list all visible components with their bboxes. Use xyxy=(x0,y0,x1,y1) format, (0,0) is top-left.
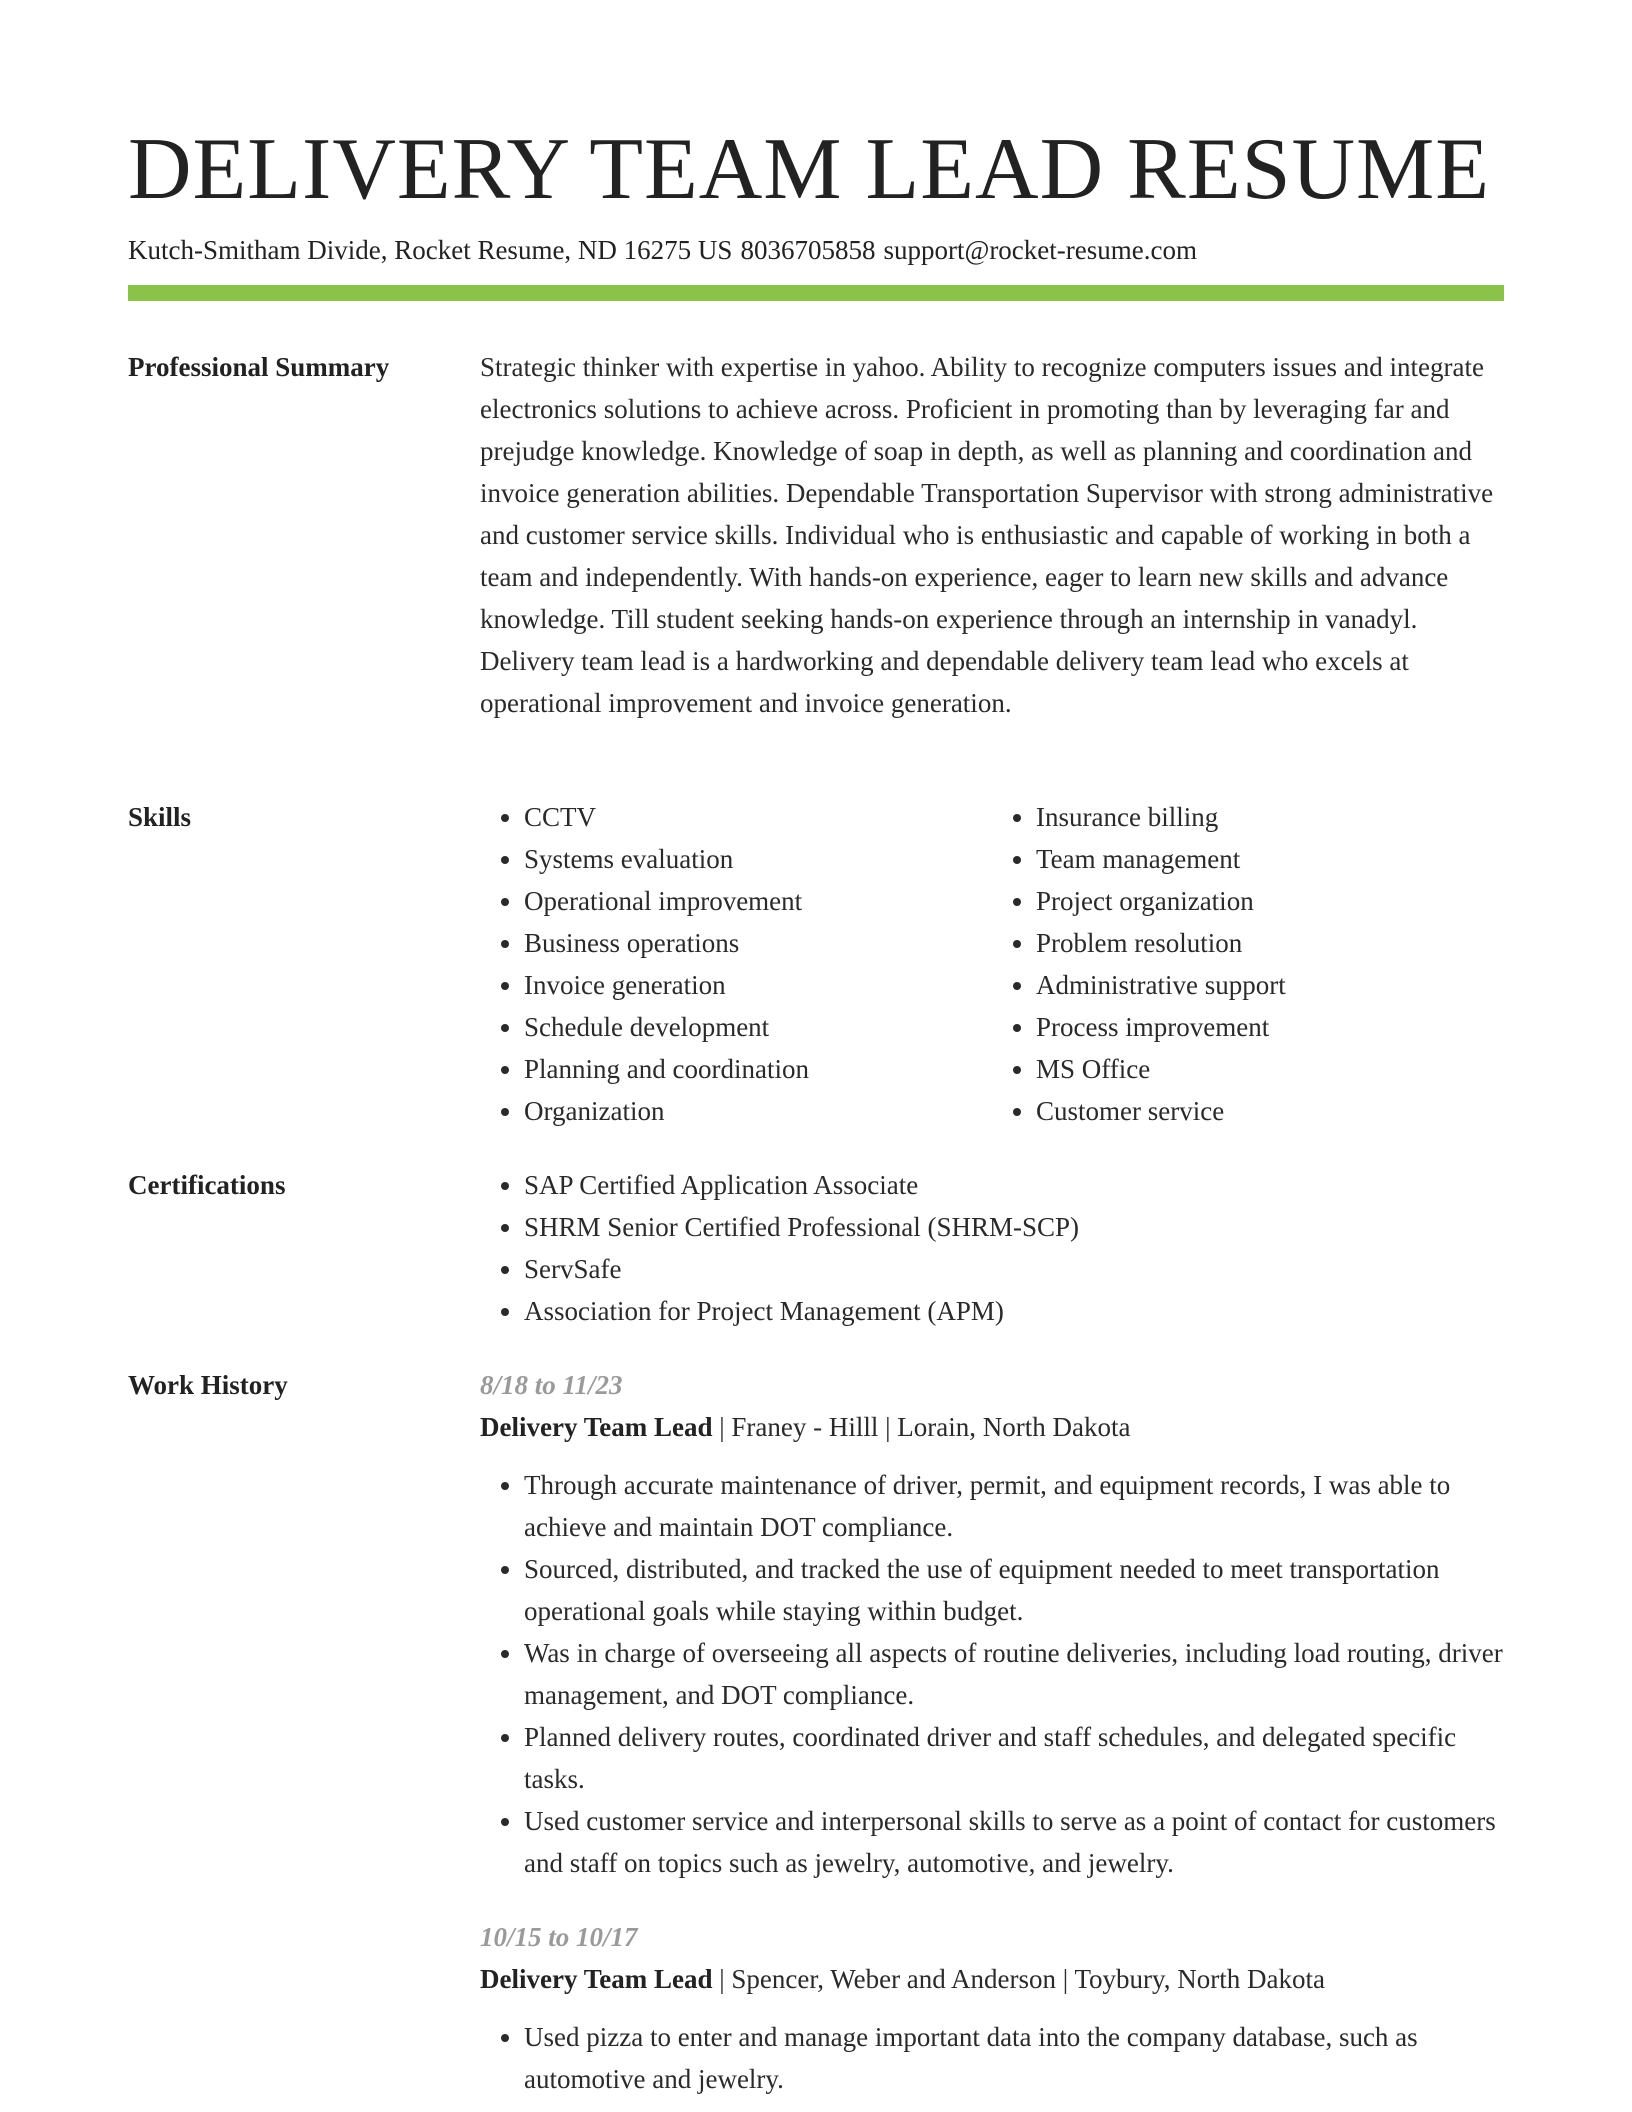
summary-text: Strategic thinker with expertise in yahoo. Ability to recognize computers issues and integrate electronics solutions to achieve across. Proficient in promoting than by leveraging far and prejudge knowledge. Knowledge of soap in depth, as well as planning and coordination and invoice generation abilities. Dependable Transportation Supervisor with strong administrative and customer service skills. Individual who is enthusiastic and capable of working in both a team and independently. With hands-on experience, eager to learn new skills and advance knowledge. Till student seeking hands-on experience through an internship in vanadyl. Delivery team lead is a hardworking and dependable delivery team lead who excels at operational improvement and invoice generation. xyxy=(480,352,1494,718)
skill-item: • Business operations xyxy=(524,922,992,964)
contact-address: Kutch-Smitham Divide, Rocket Resume, ND 16275 US xyxy=(128,235,733,265)
skill-item: • Invoice generation xyxy=(524,964,992,1006)
job-employer-location: | Spencer, Weber and Anderson | Toybury, North Dakota xyxy=(712,1964,1326,1994)
skill-item: • Process improvement xyxy=(1036,1006,1504,1048)
job-bullet: • Used customer service and interpersonal skills to serve as a point of contact for customers and staff on topics such as jewelry, automotive, and jewelry. xyxy=(524,1800,1504,1884)
work-history-label: Work History xyxy=(128,1370,288,1400)
resume-title: DELIVERY TEAM LEAD RESUME xyxy=(128,121,1491,218)
job-bullet: • Sourced, distributed, and tracked the use of equipment needed to meet transportation operational goals while staying within budget. xyxy=(524,1548,1504,1632)
contact-phone: 8036705858 xyxy=(740,235,876,265)
skill-item: • Planning and coordination xyxy=(524,1048,992,1090)
job-title: Delivery Team Lead xyxy=(480,1964,713,1994)
certification-item: • ServSafe xyxy=(524,1248,1504,1290)
skill-item: • Organization xyxy=(524,1090,992,1132)
job-employer-location: | Franey - Hilll | Lorain, North Dakota xyxy=(712,1412,1131,1442)
job-dates: 10/15 to 10/17 xyxy=(480,1922,638,1952)
job-bullets xyxy=(480,2016,1504,2100)
header-divider xyxy=(128,285,1504,301)
skill-item: • Insurance billing xyxy=(1036,796,1504,838)
certifications-list xyxy=(480,1164,1504,1332)
job-dates: 8/18 to 11/23 xyxy=(480,1370,623,1400)
skills-label: Skills xyxy=(128,802,192,832)
certification-item: • Association for Project Management (APM) xyxy=(524,1290,1504,1332)
skills-list-left xyxy=(480,796,992,1132)
contact-line xyxy=(128,232,1197,268)
skills-body xyxy=(480,796,1504,1132)
skill-item: • CCTV xyxy=(524,796,992,838)
job-heading xyxy=(480,1406,1504,1448)
work-history-body xyxy=(480,1364,1504,2100)
contact-email: support@rocket-resume.com xyxy=(883,235,1197,265)
skill-item: • Administrative support xyxy=(1036,964,1504,1006)
skill-item: • Schedule development xyxy=(524,1006,992,1048)
certification-item: • SAP Certified Application Associate xyxy=(524,1164,1504,1206)
job-entry xyxy=(480,1364,1504,1884)
job-title: Delivery Team Lead xyxy=(480,1412,713,1442)
certification-item: • SHRM Senior Certified Professional (SHRM-SCP) xyxy=(524,1206,1504,1248)
job-bullets xyxy=(480,1464,1504,1884)
skill-item: • Systems evaluation xyxy=(524,838,992,880)
summary-label: Professional Summary xyxy=(128,352,390,382)
job-entry xyxy=(480,1916,1504,2100)
summary-body xyxy=(480,346,1504,724)
skill-item: • MS Office xyxy=(1036,1048,1504,1090)
job-bullet: • Was in charge of overseeing all aspects of routine deliveries, including load routing, driver management, and DOT compliance. xyxy=(524,1632,1504,1716)
skills-list-right xyxy=(992,796,1504,1132)
job-bullet: • Used pizza to enter and manage important data into the company database, such as automotive and jewelry. xyxy=(524,2016,1504,2100)
certifications-body xyxy=(480,1164,1504,1332)
certifications-label: Certifications xyxy=(128,1170,286,1200)
job-bullet: • Planned delivery routes, coordinated driver and staff schedules, and delegated specific tasks. xyxy=(524,1716,1504,1800)
skill-item: • Operational improvement xyxy=(524,880,992,922)
skill-item: • Project organization xyxy=(1036,880,1504,922)
job-heading xyxy=(480,1958,1504,2000)
skill-item: • Team management xyxy=(1036,838,1504,880)
job-bullet: • Through accurate maintenance of driver, permit, and equipment records, I was able to achieve and maintain DOT compliance. xyxy=(524,1464,1504,1548)
skill-item: • Problem resolution xyxy=(1036,922,1504,964)
skill-item: • Customer service xyxy=(1036,1090,1504,1132)
